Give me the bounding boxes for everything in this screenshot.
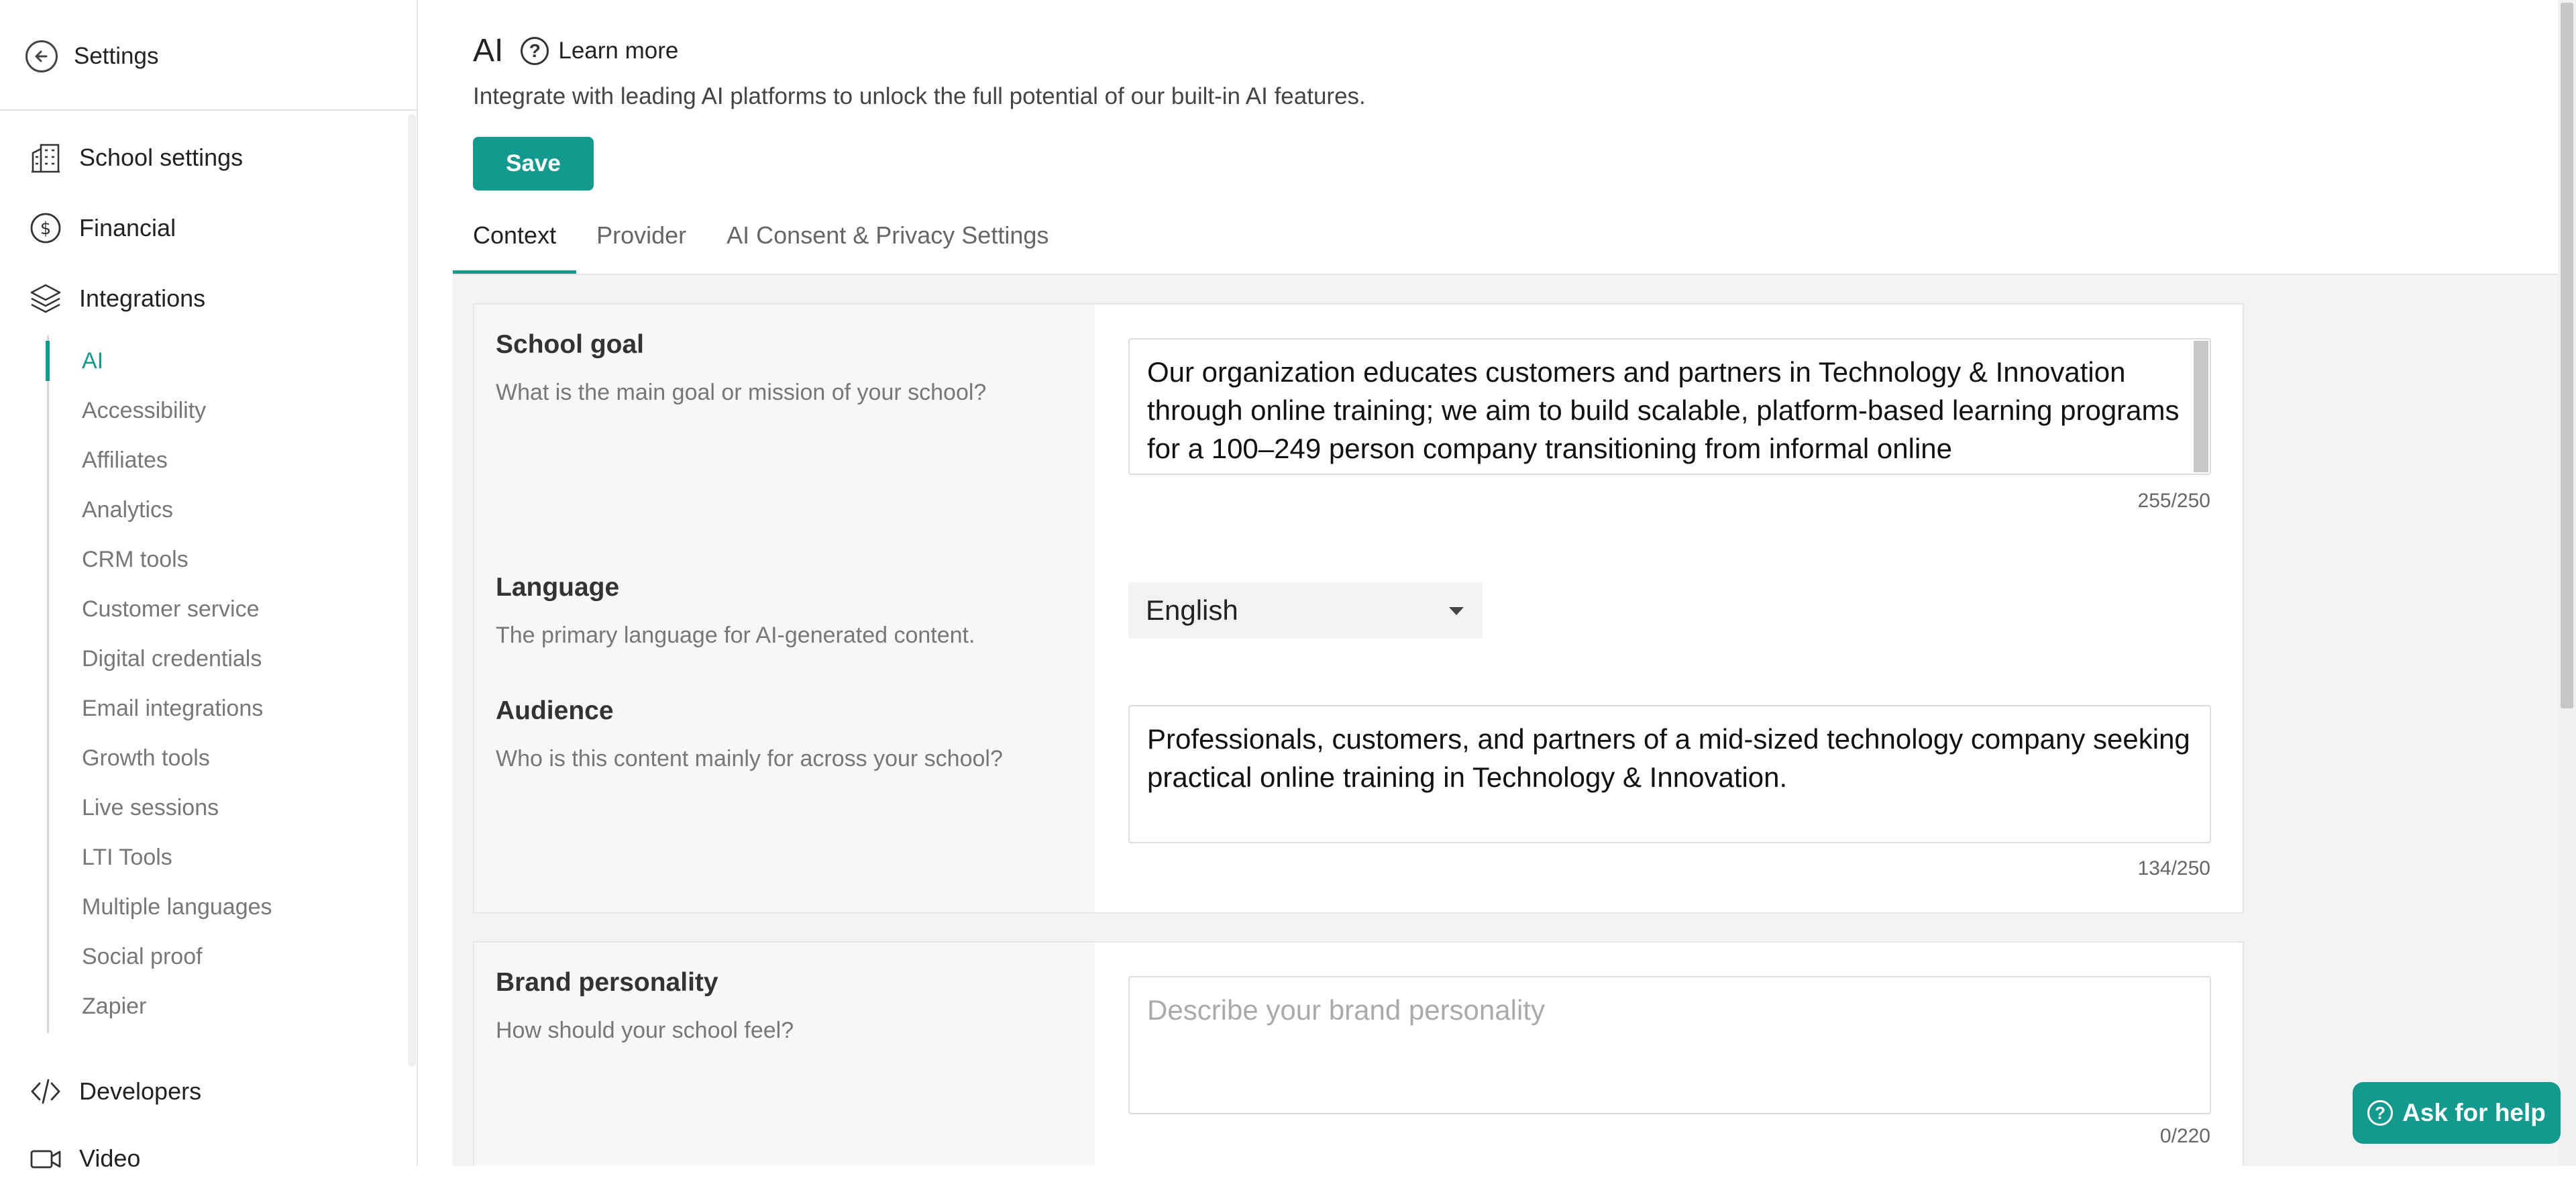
nav-label: Developers (79, 1077, 202, 1105)
sidebar (0, 0, 418, 1172)
dollar-circle-icon (27, 209, 64, 247)
submenu-border (47, 335, 49, 1033)
school-building-icon (27, 139, 64, 176)
help-circle-icon[interactable]: ? (521, 37, 549, 65)
page-subtitle: Integrate with leading AI platforms to unlock the full potential of our built-in AI features. (473, 83, 1366, 109)
tab-bar (453, 215, 1069, 274)
school-goal-help: What is the main goal or mission of your school? (496, 380, 987, 405)
code-icon (27, 1073, 64, 1110)
nav-developers[interactable] (27, 1070, 201, 1113)
nav-integrations[interactable] (27, 277, 205, 320)
save-button[interactable]: Save (473, 137, 594, 191)
page-scrollbar-thumb[interactable] (2561, 3, 2573, 708)
sidebar-item-digital-credentials[interactable]: Digital credentials (82, 646, 262, 672)
nav-label: Video (79, 1144, 141, 1172)
sidebar-item-accessibility[interactable]: Accessibility (82, 398, 207, 423)
active-indicator (46, 341, 50, 381)
page-title: AI (473, 33, 504, 68)
layers-icon (27, 280, 64, 317)
question-icon: ? (2367, 1100, 2393, 1126)
language-value: English (1146, 594, 1238, 626)
audience-label: Audience (496, 696, 614, 725)
nav-video[interactable] (27, 1137, 140, 1180)
sidebar-item-zapier[interactable]: Zapier (82, 994, 147, 1019)
audience-help: Who is this content mainly for across your school? (496, 746, 1003, 771)
sidebar-item-lti-tools[interactable]: LTI Tools (82, 845, 172, 870)
sidebar-divider (0, 109, 418, 111)
sidebar-item-email-integrations[interactable]: Email integrations (82, 696, 264, 721)
brand-personality-label: Brand personality (496, 968, 718, 997)
nav-label: Integrations (79, 284, 206, 312)
audience-textarea[interactable] (1128, 705, 2211, 843)
sidebar-item-social-proof[interactable]: Social proof (82, 944, 203, 969)
tab-ai-consent-privacy[interactable]: AI Consent & Privacy Settings (727, 221, 1049, 249)
svg-text:$: $ (40, 219, 52, 239)
sidebar-scrollbar[interactable] (408, 114, 416, 1067)
sidebar-item-crm-tools[interactable]: CRM tools (82, 547, 189, 572)
school-goal-value: Our organization educates customers and partners in Technology & Innovation through online training; we aim to build scalable, platform-based learning programs for a 100–249 person company transitioning from informal online (1147, 356, 2180, 464)
language-select[interactable] (1128, 582, 1483, 639)
ask-for-help-button[interactable] (2353, 1082, 2561, 1144)
textarea-scrollbar[interactable] (2194, 341, 2208, 472)
sidebar-item-ai[interactable]: AI (82, 348, 104, 374)
language-help: The primary language for AI-generated content. (496, 623, 975, 648)
video-icon (27, 1140, 64, 1177)
brand-personality-textarea[interactable] (1128, 976, 2211, 1114)
back-to-settings[interactable] (25, 35, 158, 78)
sidebar-item-affiliates[interactable]: Affiliates (82, 447, 168, 473)
brand-personality-counter: 0/220 (2159, 1125, 2210, 1147)
ask-for-help-label: Ask for help (2402, 1099, 2546, 1126)
nav-financial[interactable] (27, 207, 176, 250)
nav-label: Financial (79, 214, 176, 242)
tab-context[interactable]: Context (453, 215, 576, 274)
sidebar-item-analytics[interactable]: Analytics (82, 497, 174, 523)
chevron-down-icon (1449, 607, 1464, 615)
sidebar-item-live-sessions[interactable]: Live sessions (82, 795, 219, 820)
title-row (473, 32, 678, 69)
school-goal-textarea[interactable] (1128, 338, 2211, 475)
nav-school-settings[interactable] (27, 136, 243, 179)
sidebar-item-growth-tools[interactable]: Growth tools (82, 745, 210, 771)
context-card (473, 303, 2244, 914)
learn-more-link[interactable]: Learn more (558, 37, 679, 64)
back-arrow-icon (25, 40, 58, 72)
school-goal-counter: 255/250 (2137, 490, 2210, 512)
back-label: Settings (74, 43, 159, 69)
audience-value: Professionals, customers, and partners of a mid-sized technology company seeking practical online training in Technology & Innovation. (1147, 723, 2190, 793)
sidebar-item-customer-service[interactable]: Customer service (82, 596, 260, 622)
school-goal-label: School goal (496, 330, 645, 359)
brand-card (473, 941, 2244, 1166)
tab-provider[interactable]: Provider (596, 221, 687, 249)
nav-label: School settings (79, 144, 244, 171)
brand-personality-help: How should your school feel? (496, 1018, 794, 1043)
sidebar-item-multiple-languages[interactable]: Multiple languages (82, 894, 272, 920)
language-label: Language (496, 573, 620, 602)
brand-personality-placeholder: Describe your brand personality (1147, 994, 1545, 1026)
audience-counter: 134/250 (2137, 857, 2210, 879)
